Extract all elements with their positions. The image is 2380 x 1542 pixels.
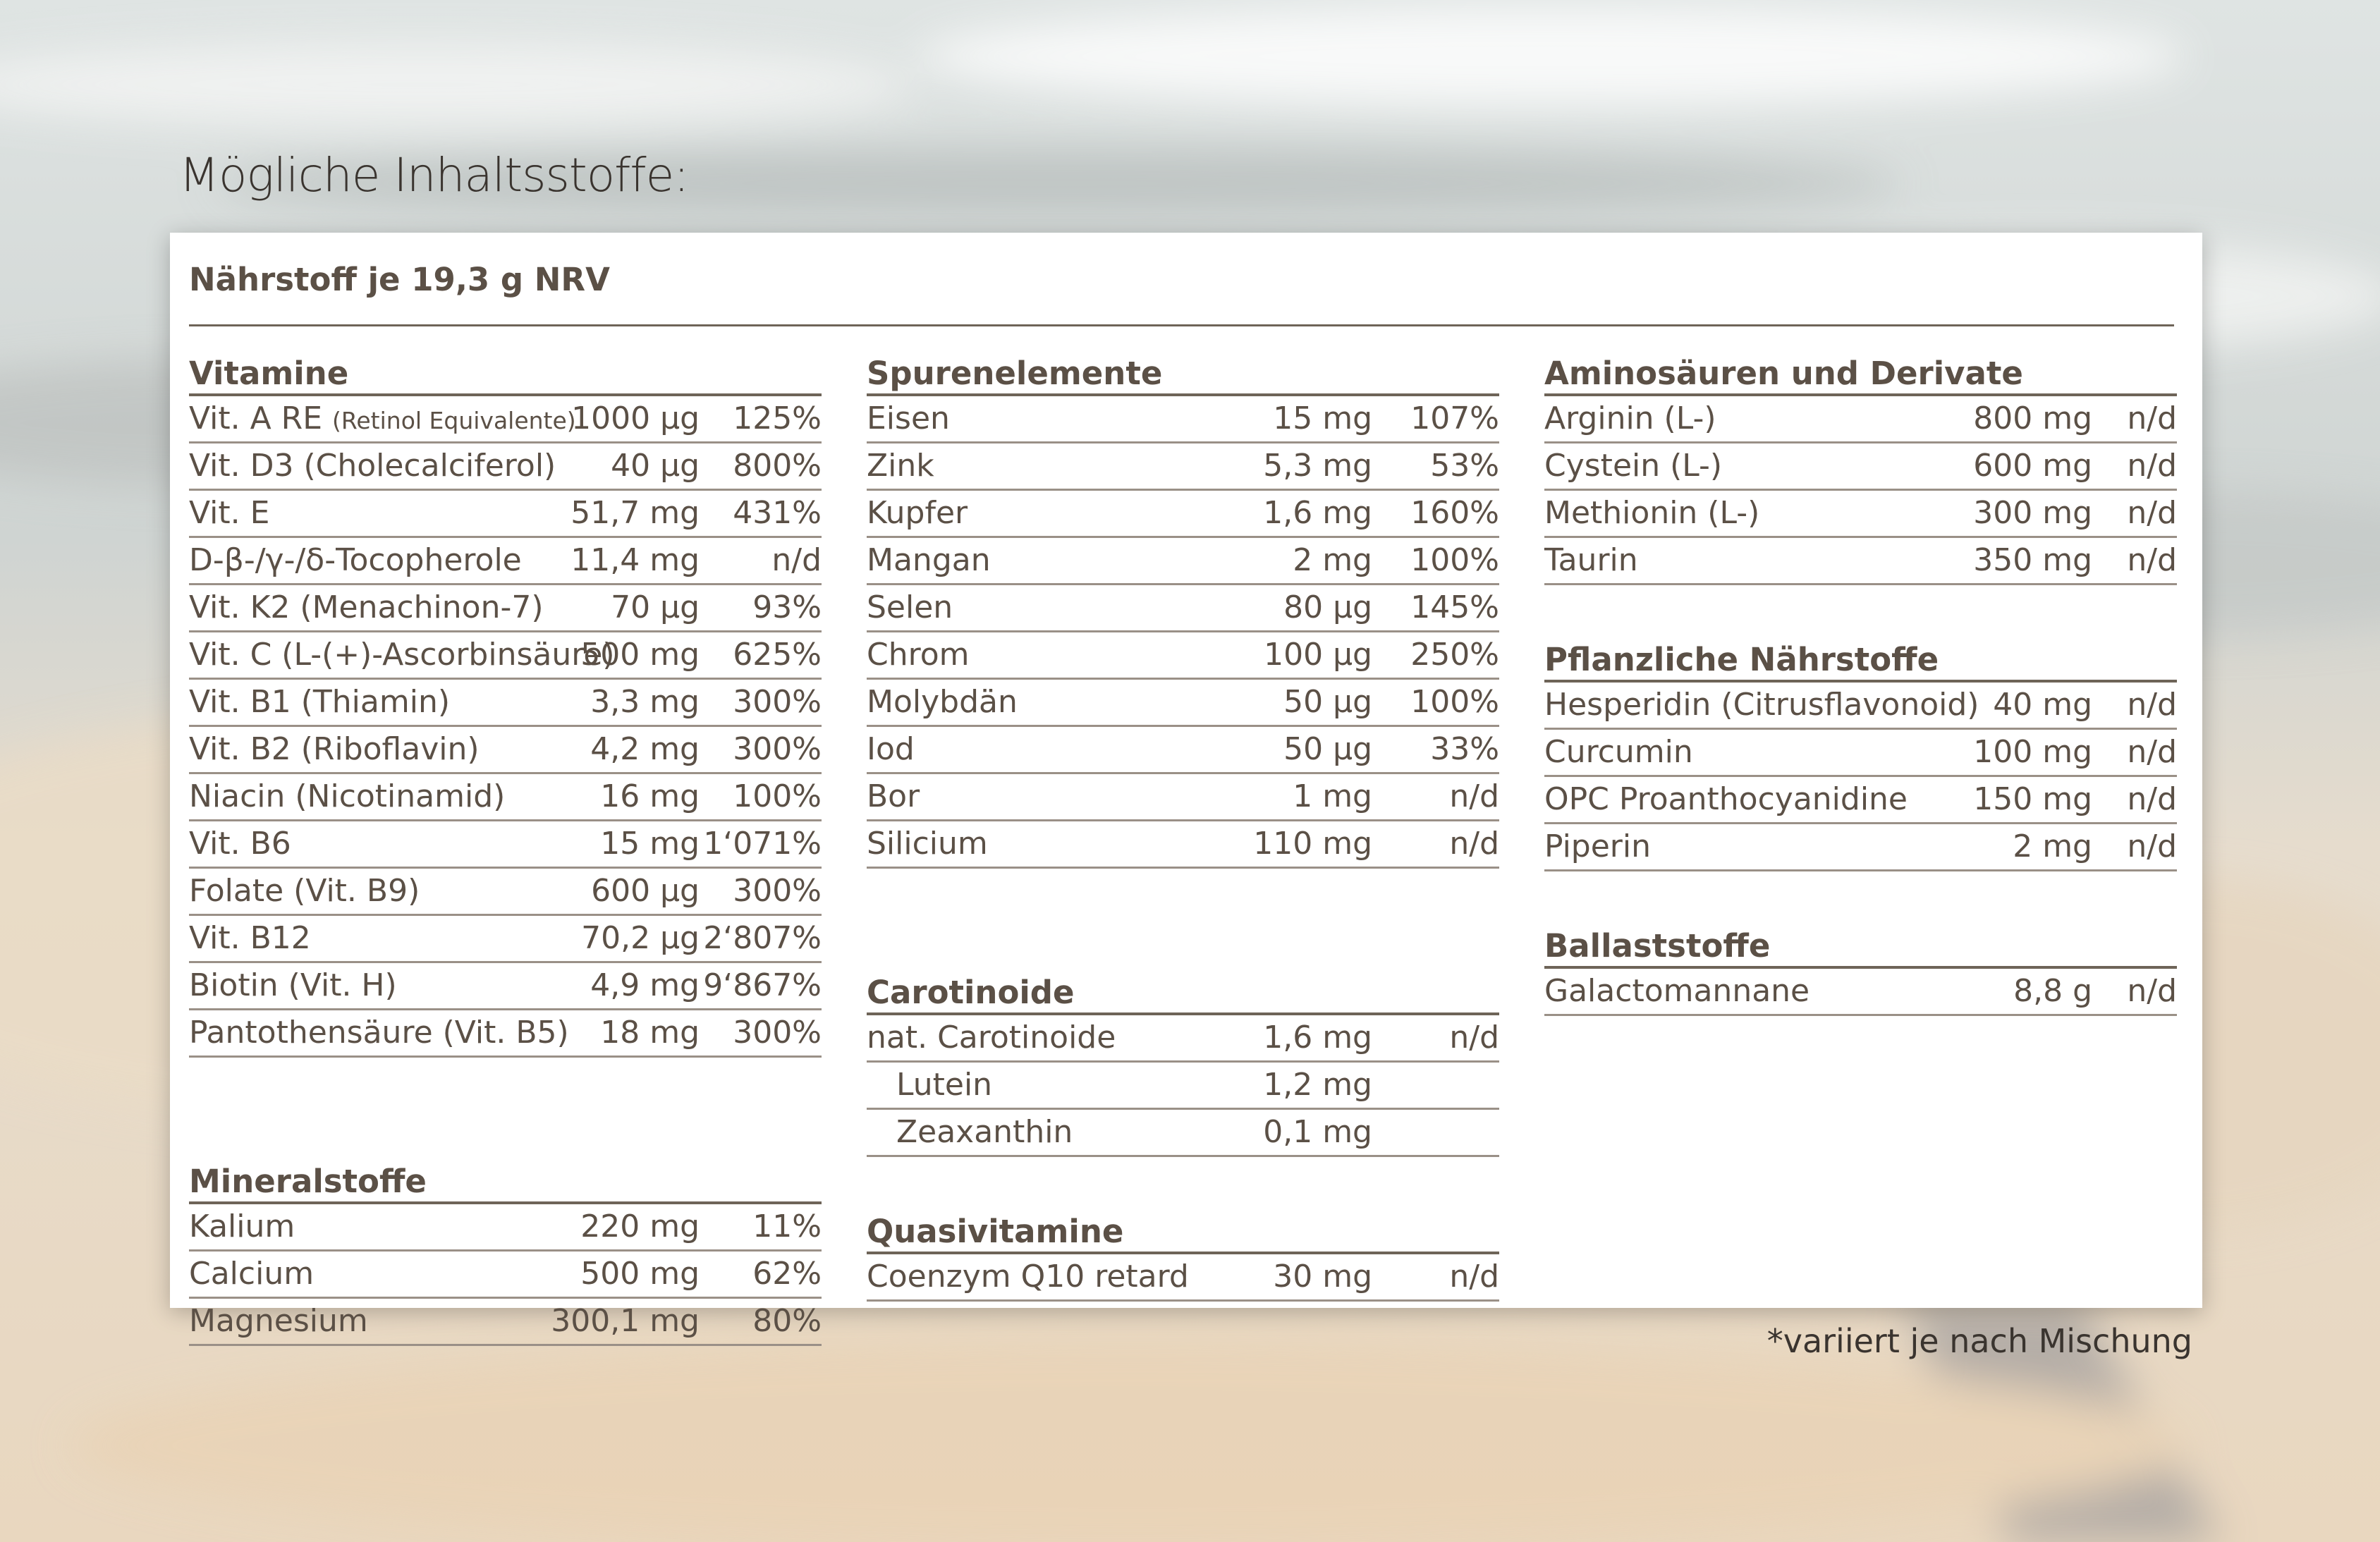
nrv: 107% bbox=[1410, 400, 1499, 436]
section-title: Ballaststoffe bbox=[1544, 918, 2177, 969]
nrv: 100% bbox=[1410, 684, 1499, 720]
section-pflanzliche-naehrstoffe bbox=[1544, 632, 2177, 871]
nrv: 53% bbox=[1430, 448, 1499, 484]
table-row bbox=[189, 632, 822, 680]
nrv: n/d bbox=[2127, 781, 2177, 817]
page-title: Mögliche Inhaltsstoffe: bbox=[179, 148, 689, 202]
nutrient-name: Coenzym Q10 retard bbox=[867, 1259, 1189, 1295]
nutrient-name: Vit. B12 bbox=[189, 920, 311, 956]
column-2 bbox=[867, 324, 1499, 1302]
nrv: 800% bbox=[733, 448, 822, 484]
table-row bbox=[1544, 730, 2177, 777]
nrv: 300% bbox=[733, 731, 822, 767]
section-ballaststoffe bbox=[1544, 918, 2177, 1016]
amount: 800 mg bbox=[1973, 400, 2092, 436]
column-1 bbox=[189, 324, 822, 1346]
amount: 0,1 mg bbox=[1263, 1114, 1372, 1150]
table-row bbox=[189, 1010, 822, 1058]
nrv: 93% bbox=[752, 589, 822, 625]
table-row bbox=[189, 727, 822, 774]
amount: 1,6 mg bbox=[1263, 1020, 1372, 1055]
nutrient-name: Zink bbox=[867, 448, 934, 484]
nutrient-name: Kupfer bbox=[867, 495, 968, 531]
nutrient-name: OPC Proanthocyanidine bbox=[1544, 781, 1908, 817]
amount: 15 mg bbox=[1273, 400, 1372, 436]
nutrient-name: Molybdän bbox=[867, 684, 1018, 720]
table-row bbox=[189, 538, 822, 585]
table-row bbox=[189, 443, 822, 491]
nutrient-name: Silicium bbox=[867, 826, 988, 862]
section-title: Mineralstoffe bbox=[189, 1154, 822, 1204]
amount: 16 mg bbox=[600, 778, 700, 814]
nutrient-name: Methionin (L-) bbox=[1544, 495, 1760, 531]
table-row bbox=[867, 491, 1499, 538]
nrv: 160% bbox=[1410, 495, 1499, 531]
nutrient-table-card bbox=[170, 233, 2202, 1339]
nutrient-name: Vit. E bbox=[189, 495, 270, 531]
nutrient-name: Biotin (Vit. H) bbox=[189, 967, 397, 1003]
table-row bbox=[189, 396, 822, 443]
column-3 bbox=[1544, 324, 2177, 1016]
nrv: n/d bbox=[1449, 778, 1499, 814]
table-row bbox=[1544, 824, 2177, 871]
nutrient-name: Bor bbox=[867, 778, 920, 814]
section-vitamine bbox=[189, 345, 822, 1058]
nutrient-name: Hesperidin (Citrusflavonoid) bbox=[1544, 687, 1979, 723]
nutrient-name: Magnesium bbox=[189, 1303, 368, 1339]
amount: 300,1 mg bbox=[551, 1303, 700, 1339]
nutrient-name: Zeaxanthin bbox=[896, 1114, 1073, 1150]
amount: 50 µg bbox=[1283, 731, 1372, 767]
table-row bbox=[1544, 443, 2177, 491]
table-row bbox=[867, 680, 1499, 727]
amount: 500 mg bbox=[580, 1256, 700, 1292]
amount: 70,2 µg bbox=[581, 920, 700, 956]
nrv: 300% bbox=[733, 1015, 822, 1051]
nutrient-name: Vit. B2 (Riboflavin) bbox=[189, 731, 480, 767]
table-row bbox=[189, 680, 822, 727]
table-header: Nährstoff je 19,3 g NRV bbox=[189, 252, 2174, 326]
table-row bbox=[189, 1252, 822, 1299]
nutrient-name: Calcium bbox=[189, 1256, 315, 1292]
amount: 3,3 mg bbox=[590, 684, 700, 720]
nrv: n/d bbox=[2127, 542, 2177, 578]
nutrient-name: Kalium bbox=[189, 1208, 295, 1244]
table-row bbox=[867, 774, 1499, 821]
amount: 11,4 mg bbox=[570, 542, 700, 578]
amount: 4,9 mg bbox=[590, 967, 700, 1003]
table-row bbox=[867, 1110, 1499, 1157]
section-mineralstoffe bbox=[189, 1154, 822, 1346]
amount: 2 mg bbox=[1293, 542, 1372, 578]
nutrient-name: Cystein (L-) bbox=[1544, 448, 1723, 484]
nutrient-name: Iod bbox=[867, 731, 915, 767]
section-title: Spurenelemente bbox=[867, 345, 1499, 396]
amount: 50 µg bbox=[1283, 684, 1372, 720]
nrv: 1‘071% bbox=[703, 826, 822, 862]
footnote: *variiert je nach Mischung bbox=[1766, 1322, 2192, 1360]
amount: 100 mg bbox=[1973, 734, 2092, 770]
table-row bbox=[189, 869, 822, 916]
nrv: 431% bbox=[733, 495, 822, 531]
table-row bbox=[1544, 683, 2177, 730]
amount: 2 mg bbox=[2013, 828, 2092, 864]
nrv: n/d bbox=[2127, 687, 2177, 723]
nrv: 62% bbox=[752, 1256, 822, 1292]
amount: 40 µg bbox=[611, 448, 700, 484]
nrv: 11% bbox=[752, 1208, 822, 1244]
nutrient-name: Curcumin bbox=[1544, 734, 1693, 770]
table-row bbox=[867, 443, 1499, 491]
nutrient-name: Vit. B6 bbox=[189, 826, 291, 862]
amount: 1,2 mg bbox=[1263, 1067, 1372, 1103]
nrv: 145% bbox=[1410, 589, 1499, 625]
table-row bbox=[867, 1254, 1499, 1302]
nrv: 100% bbox=[733, 778, 822, 814]
nutrient-name: Vit. D3 (Cholecalciferol) bbox=[189, 448, 556, 484]
nrv: 2‘807% bbox=[703, 920, 822, 956]
table-row bbox=[189, 1204, 822, 1252]
amount: 51,7 mg bbox=[570, 495, 700, 531]
nrv: 33% bbox=[1430, 731, 1499, 767]
amount: 30 mg bbox=[1273, 1259, 1372, 1295]
nutrient-name: Galactomannane bbox=[1544, 973, 1810, 1009]
nutrient-name: Taurin bbox=[1544, 542, 1638, 578]
nutrient-name: Piperin bbox=[1544, 828, 1651, 864]
nutrient-name: Vit. A RE (Retinol Equivalente) bbox=[189, 400, 576, 436]
amount: 4,2 mg bbox=[590, 731, 700, 767]
table-row bbox=[1544, 777, 2177, 824]
nrv: n/d bbox=[2127, 734, 2177, 770]
nrv: 300% bbox=[733, 873, 822, 909]
table-row bbox=[867, 1015, 1499, 1063]
section-title: Carotinoide bbox=[867, 965, 1499, 1015]
amount: 300 mg bbox=[1973, 495, 2092, 531]
nutrient-name: Arginin (L-) bbox=[1544, 400, 1716, 436]
table-row bbox=[867, 396, 1499, 443]
table-row bbox=[189, 1299, 822, 1346]
amount: 600 mg bbox=[1973, 448, 2092, 484]
table-row bbox=[1544, 491, 2177, 538]
amount: 1000 µg bbox=[571, 400, 700, 436]
section-title: Pflanzliche Nährstoffe bbox=[1544, 632, 2177, 683]
section-carotinoide bbox=[867, 965, 1499, 1157]
table-row bbox=[1544, 538, 2177, 585]
nutrient-name: Niacin (Nicotinamid) bbox=[189, 778, 506, 814]
nrv: 80% bbox=[752, 1303, 822, 1339]
table-row bbox=[1544, 396, 2177, 443]
amount: 18 mg bbox=[600, 1015, 700, 1051]
amount: 5,3 mg bbox=[1263, 448, 1372, 484]
nrv: n/d bbox=[2127, 448, 2177, 484]
nrv: n/d bbox=[1449, 1259, 1499, 1295]
amount: 70 µg bbox=[611, 589, 700, 625]
table-row bbox=[1544, 969, 2177, 1016]
nrv: n/d bbox=[2127, 973, 2177, 1009]
section-title: Quasivitamine bbox=[867, 1204, 1499, 1254]
amount: 1,6 mg bbox=[1263, 495, 1372, 531]
nutrient-name: Chrom bbox=[867, 637, 970, 673]
section-title: Aminosäuren und Derivate bbox=[1544, 345, 2177, 396]
table-row bbox=[189, 585, 822, 632]
section-spurenelemente bbox=[867, 345, 1499, 869]
nutrient-name: Vit. K2 (Menachinon-7) bbox=[189, 589, 544, 625]
table-row bbox=[189, 916, 822, 963]
nutrient-name: Vit. C (L-(+)-Ascorbinsäure) bbox=[189, 637, 615, 673]
nutrient-name: Selen bbox=[867, 589, 953, 625]
table-row bbox=[867, 538, 1499, 585]
nrv: 625% bbox=[733, 637, 822, 673]
nrv: n/d bbox=[2127, 400, 2177, 436]
amount: 500 mg bbox=[580, 637, 700, 673]
table-row bbox=[867, 585, 1499, 632]
nutrient-name: nat. Carotinoide bbox=[867, 1020, 1116, 1055]
section-aminosaeuren bbox=[1544, 345, 2177, 585]
table-row bbox=[189, 821, 822, 869]
nrv: 300% bbox=[733, 684, 822, 720]
amount: 350 mg bbox=[1973, 542, 2092, 578]
amount: 110 mg bbox=[1253, 826, 1372, 862]
nutrient-name: Vit. B1 (Thiamin) bbox=[189, 684, 451, 720]
amount: 80 µg bbox=[1283, 589, 1372, 625]
table-row bbox=[867, 1063, 1499, 1110]
amount: 600 µg bbox=[591, 873, 700, 909]
nutrient-name: Pantothensäure (Vit. B5) bbox=[189, 1015, 569, 1051]
nrv: 100% bbox=[1410, 542, 1499, 578]
nrv: 250% bbox=[1410, 637, 1499, 673]
nutrient-name: Lutein bbox=[896, 1067, 993, 1103]
amount: 8,8 g bbox=[2013, 973, 2092, 1009]
amount: 150 mg bbox=[1973, 781, 2092, 817]
nrv: n/d bbox=[1449, 1020, 1499, 1055]
nrv: n/d bbox=[1449, 826, 1499, 862]
nrv: n/d bbox=[2127, 495, 2177, 531]
nutrient-name: Mangan bbox=[867, 542, 991, 578]
nrv: 9‘867% bbox=[703, 967, 822, 1003]
amount: 1 mg bbox=[1293, 778, 1372, 814]
nutrient-name: D-β-/γ-/δ-Tocopherole bbox=[189, 542, 522, 578]
section-title: Vitamine bbox=[189, 345, 822, 396]
table-row bbox=[867, 632, 1499, 680]
amount: 40 mg bbox=[1993, 687, 2092, 723]
section-quasivitamine bbox=[867, 1204, 1499, 1302]
amount: 15 mg bbox=[600, 826, 700, 862]
table-row bbox=[189, 491, 822, 538]
nutrient-name: Folate (Vit. B9) bbox=[189, 873, 420, 909]
nrv: n/d bbox=[771, 542, 822, 578]
table-row bbox=[189, 963, 822, 1010]
amount: 100 µg bbox=[1264, 637, 1372, 673]
table-row bbox=[867, 821, 1499, 869]
nrv: n/d bbox=[2127, 828, 2177, 864]
nutrient-note: (Retinol Equivalente) bbox=[332, 407, 576, 434]
table-row bbox=[189, 774, 822, 821]
nutrient-name: Eisen bbox=[867, 400, 950, 436]
nrv: 125% bbox=[733, 400, 822, 436]
amount: 220 mg bbox=[580, 1208, 700, 1244]
table-row bbox=[867, 727, 1499, 774]
